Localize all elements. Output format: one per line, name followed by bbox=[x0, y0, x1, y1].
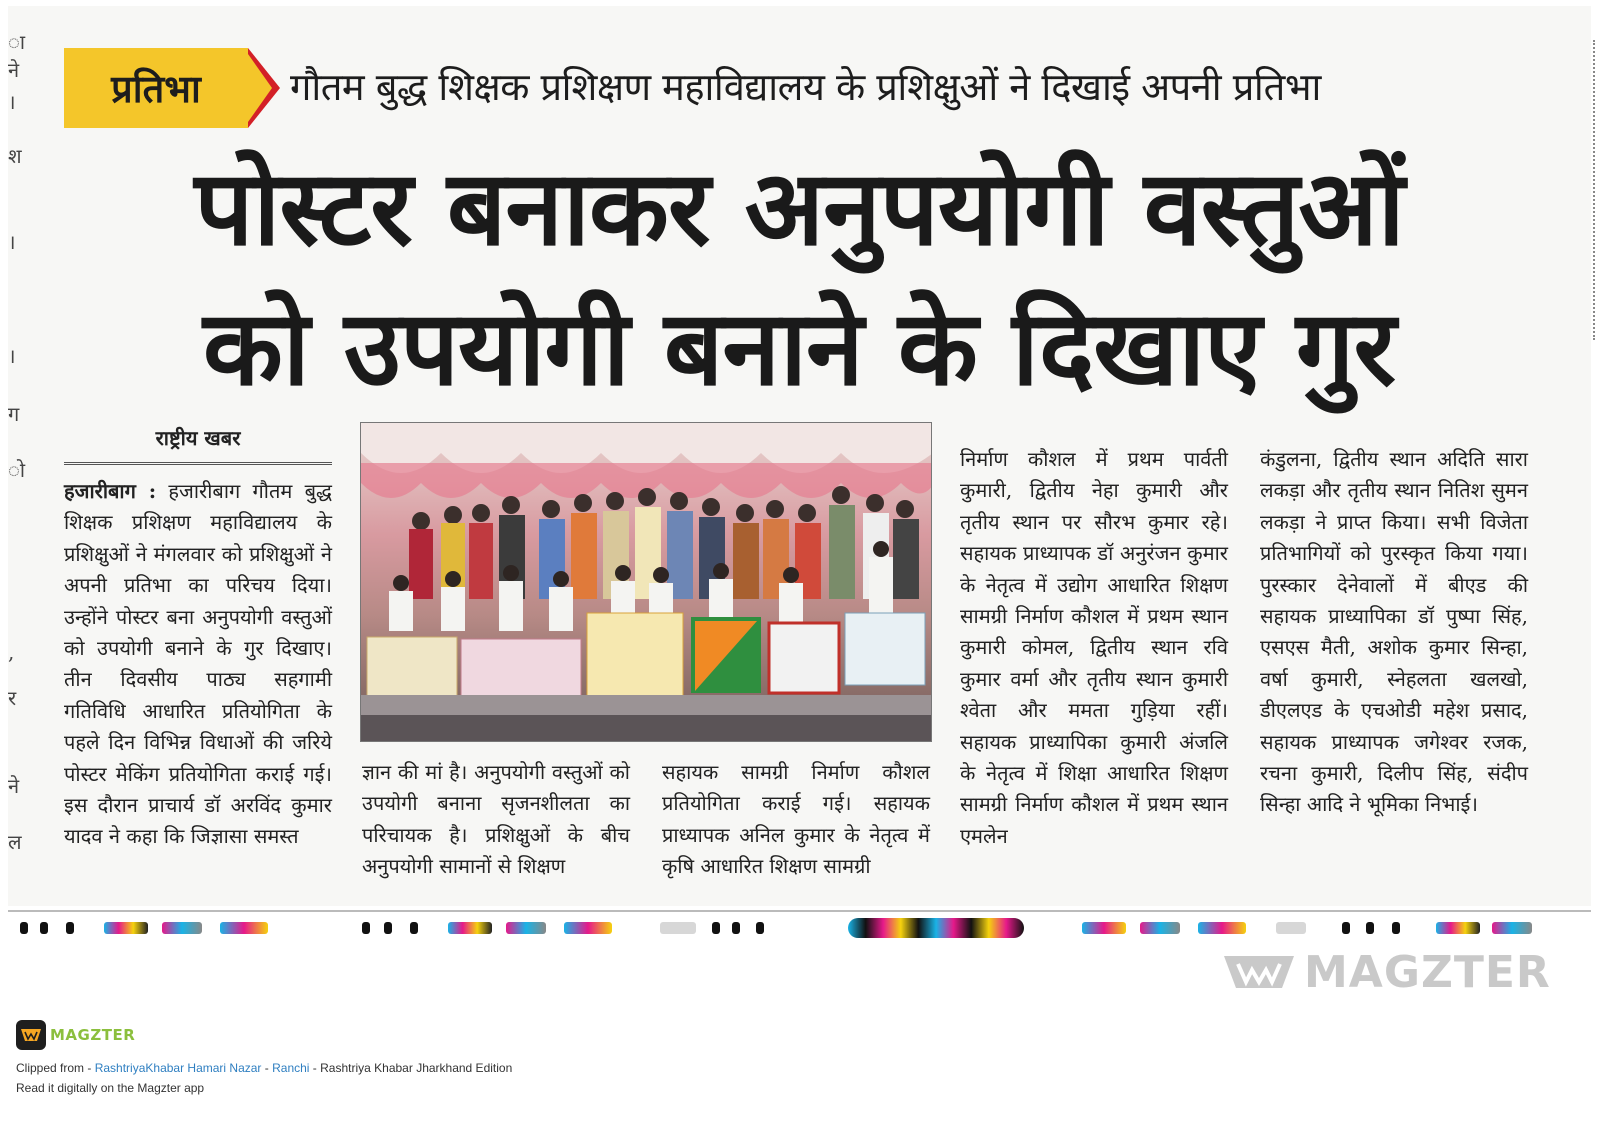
edge-fragment: ो bbox=[8, 458, 26, 482]
article-column-4: निर्माण कौशल में प्रथम पार्वती कुमारी, द्वितीय नेहा कुमारी और तृतीय स्थान पर सौरभ कुमार रहे। सहायक प्राध्यापक डॉ अनुरंजन कुमार के नेतृत्व में उद्योग आधारित शिक्षण सामग्री निर्माण कौशल में प्रथम स्थान कुमारी कोमल, द्वितीय स्थान रवि कुमार वर्मा और तृतीय स्थान कुमारी श्वेता और ममता गुड़िया रहीं। सहायक प्राध्यापिका कुमारी अंजलि के नेतृत्व में शिक्षा आधारित शिक्षण सामग्री निर्माण कौशल में प्रथम स्थान एमलेन bbox=[960, 447, 1228, 848]
clipped-prefix: Clipped from - bbox=[16, 1061, 95, 1075]
magzter-logo-text: MAGZTER bbox=[50, 1026, 136, 1044]
page-bottom-rule bbox=[8, 910, 1591, 912]
clip-attribution bbox=[16, 1061, 512, 1075]
magzter-logo-icon bbox=[16, 1020, 46, 1050]
edge-fragment: । bbox=[8, 344, 16, 368]
edge-fragment: ने bbox=[8, 58, 20, 82]
page-gutter bbox=[0, 0, 8, 930]
magzter-logo[interactable] bbox=[16, 1020, 135, 1050]
edge-fragment: र bbox=[8, 686, 17, 710]
edge-fragment: ने bbox=[8, 774, 20, 798]
article-text-1: हजारीबाग गौतम बुद्ध शिक्षक प्रशिक्षण महाविद्यालय के प्रशिक्षुओं ने मंगलवार को प्रशिक्षुओं ने अपनी प्रतिभा का परिचय दिया। उन्होंने पोस्टर बना अनुपयोगी वस्तुओं को उपयोगी बनाने के गुर दिखाए। तीन दिवसीय पाठ्य सहगामी गतिविधि आधारित प्रतियोगिता के पहले दिन विभिन्न विधाओं की जरिये पोस्टर मेकिंग प्रतियोगिता कराई गई। इस दौरान प्राचार्य डॉ अरविंद कुमार यादव ने कहा कि जिज्ञासा समस्त bbox=[64, 479, 333, 849]
dateline: हजारीबाग : bbox=[64, 479, 157, 503]
separator: - bbox=[309, 1061, 321, 1075]
read-digitally-note: Read it digitally on the Magzter app bbox=[16, 1081, 205, 1095]
headline-line-1: पोस्टर बनाकर अनुपयोगी वस्तुओं bbox=[194, 147, 1404, 269]
city-link[interactable]: Ranchi bbox=[272, 1061, 310, 1075]
edition-name: Rashtriya Khabar Jharkhand Edition bbox=[320, 1061, 513, 1075]
kicker-label: प्रतिभा bbox=[64, 48, 248, 128]
byline: राष्ट्रीय खबर bbox=[155, 426, 241, 450]
article-column-2: ज्ञान की मां है। अनुपयोगी वस्तुओं को उपयोगी बनाना सृजनशीलता का परिचायक है। प्रशिक्षुओं के बीच अनुपयोगी सामानों से शिक्षण bbox=[362, 760, 630, 879]
kicker-arrow-fill bbox=[248, 54, 272, 122]
adjacent-column-edge bbox=[1593, 40, 1599, 340]
edge-fragment: ल bbox=[8, 830, 22, 854]
article-column-3: सहायक सामग्री निर्माण कौशल प्रतियोगिता कराई गई। सहायक प्राध्यापक अनिल कुमार के नेतृत्व में कृषि आधारित शिक्षण सामग्री bbox=[662, 760, 930, 879]
headline-line-2: को उपयोगी बनाने के दिखाए गुर bbox=[202, 287, 1396, 409]
kicker-banner bbox=[64, 48, 1534, 128]
article-column-5: कंडुलना, द्वितीय स्थान अदिति सारा लकड़ा और तृतीय स्थान नितिश सुमन लकड़ा ने प्राप्त किया। सभी विजेता प्रतिभागियों को पुरस्कृत किया गया। पुरस्कार देनेवालों में बीएड की सहायक प्राध्यापिका डॉ पुष्पा सिंह, एसएस मैती, अशोक कुमार सिन्हा, वर्षा कुमारी, स्नेहलता खलखो, डीएलएड के एचओडी महेश प्रसाद, सहायक प्राध्यापक जगेश्वर रजक, रचना कुमारी, दिलीप सिंह, संदीप सिन्हा आदि ने भूमिका निभाई। bbox=[1260, 447, 1528, 817]
magzter-watermark bbox=[1222, 946, 1551, 998]
edge-fragment: । bbox=[8, 230, 16, 254]
kicker-subheadline: गौतम बुद्ध शिक्षक प्रशिक्षण महाविद्यालय के प्रशिक्षुओं ने दिखाई अपनी प्रतिभा bbox=[290, 65, 1321, 109]
print-registration-marks bbox=[12, 918, 1572, 938]
watermark-text: MAGZTER bbox=[1304, 946, 1551, 998]
edge-fragment: ा bbox=[8, 30, 26, 54]
group-photo-illustration bbox=[361, 423, 932, 742]
headline bbox=[64, 138, 1534, 418]
edge-fragment: श bbox=[8, 144, 22, 168]
article-column-1 bbox=[64, 476, 332, 853]
magzter-mark-icon bbox=[1222, 952, 1296, 992]
publication-link[interactable]: RashtriyaKhabar Hamari Nazar bbox=[94, 1061, 262, 1075]
edge-fragment: , bbox=[8, 640, 15, 664]
edge-fragment: । bbox=[8, 90, 16, 114]
edge-fragment: ग bbox=[8, 402, 20, 426]
byline-divider bbox=[64, 462, 332, 465]
separator: - bbox=[261, 1061, 273, 1075]
event-photo bbox=[360, 422, 932, 742]
